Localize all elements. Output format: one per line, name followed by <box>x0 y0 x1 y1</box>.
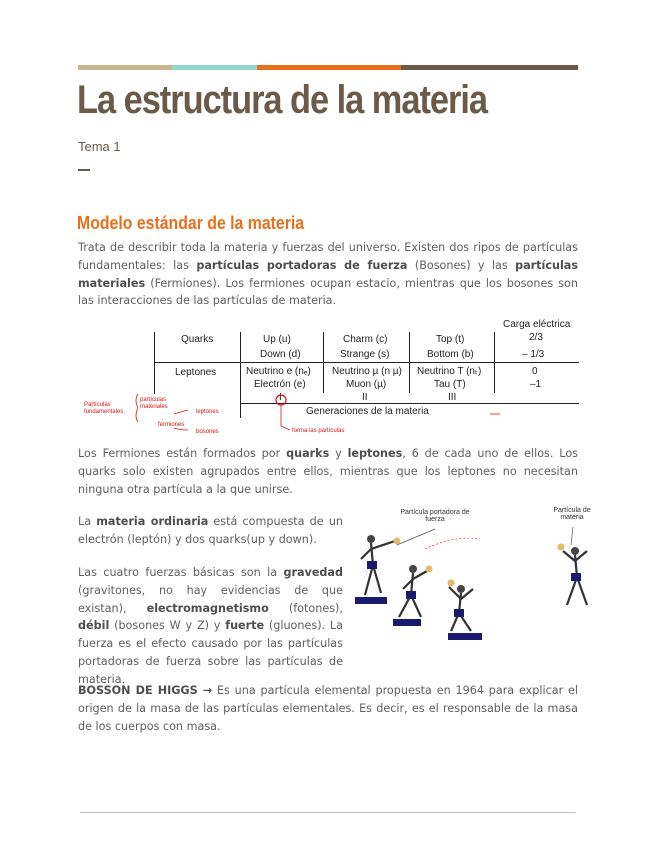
bold-text: gravedad <box>283 566 343 579</box>
bold-text: materia ordinaria <box>96 515 209 528</box>
cell-neutrino-mu: Neutrino µ (n µ) <box>332 366 402 377</box>
text: (fotones), <box>268 601 343 615</box>
note-bottom: forma las partículas <box>292 428 345 434</box>
quarks-label: Quarks <box>181 334 214 345</box>
bold-text: BOSSON DE HIGGS → <box>78 684 213 697</box>
paragraph-forces <box>78 564 343 689</box>
force-illustration <box>355 505 605 645</box>
accent-bar-3 <box>257 65 401 70</box>
text: , 6 de cada uno de ellos. Los quarks solo existen agrupados entre ellos, mientras que los leptones no necesitan ninguna otra partícula a la que unirse. <box>78 447 578 496</box>
generation-3: III <box>448 392 457 403</box>
cell-charm: Charm (c) <box>343 334 388 345</box>
bold-text: fuerte <box>225 619 265 633</box>
label-matter-particle: Partícula de materia <box>553 507 591 521</box>
section-heading: Modelo estándar de la materia <box>77 213 305 233</box>
note-particles <box>84 402 123 416</box>
bold-text: débil <box>78 619 110 633</box>
bold-text: electromagnetismo <box>146 601 269 615</box>
bold-text: leptones <box>347 447 403 460</box>
table-line <box>323 332 324 393</box>
accent-bar-1 <box>78 65 172 70</box>
text: y <box>329 447 348 460</box>
cell-up: Up (u) <box>263 334 291 345</box>
page-subtitle: Tema 1 <box>78 139 121 154</box>
text: está compuesta de un electrón (leptón) y dos quarks(up y down). <box>78 515 343 546</box>
cell-electron: Electrón (e) <box>254 379 306 390</box>
players-drawing <box>355 505 605 645</box>
note-bosons: bosones <box>196 429 219 435</box>
text: (Fermiones). Los fermiones ocupan estacio, mientras que los bosones son las interacciones de las partículas de materia. <box>78 276 578 308</box>
text: Los Fermiones están formados por <box>78 447 287 460</box>
text: Es una partícula elemental propuesta en 1964 para explicar el origen de la masa de las partículas elementales. Es decir, es el responsable de la masa de los cuerpos con masa. <box>78 684 578 733</box>
footer-divider <box>80 812 575 813</box>
text: (gravitones, no hay evidencias de que existan), <box>78 583 343 615</box>
cell-neutrino-tau: Neutrino T (nₜ) <box>417 366 482 377</box>
text: Trata de describir toda la materia y fuerzas del universo. Existen dos ripos de partículas fundamentales: las <box>78 241 578 272</box>
cell-bottom: Bottom (b) <box>427 349 474 360</box>
text: (Bosones) y las <box>407 258 516 272</box>
note-text: Partículas <box>84 402 111 408</box>
note-material <box>140 397 168 411</box>
paragraph-fermions <box>78 445 578 498</box>
table-line <box>154 362 579 363</box>
note-text: fundamentales <box>84 409 124 415</box>
note-text: partículas <box>140 397 167 403</box>
text: (bosones W y Z) y <box>109 619 226 633</box>
cell-muon: Muon (µ) <box>346 379 387 390</box>
charge-header: Carga eléctrica <box>503 319 571 330</box>
charge-down: – 1/3 <box>522 349 545 360</box>
text: (gluones). La fuerza es el efecto causado por las partículas portadoras de fuerza sobre las partículas de materia. <box>78 619 343 686</box>
table-line <box>409 332 410 393</box>
paragraph-ordinary-matter <box>78 513 343 549</box>
charge-up: 2/3 <box>529 332 543 343</box>
charge-neutrino: 0 <box>532 366 538 377</box>
paragraph-intro <box>78 239 578 310</box>
bold-text: partículas materiales <box>78 258 578 290</box>
paragraph-higgs <box>78 682 578 735</box>
accent-bar-2 <box>172 65 257 70</box>
generation-2: II <box>362 392 368 403</box>
cell-neutrino-e: Neutrino e (nₑ) <box>246 366 311 377</box>
table-line <box>154 332 155 394</box>
note-fermions: fermiones <box>158 422 185 428</box>
text: Las cuatro fuerzas básicas son la <box>78 566 284 579</box>
title-dash <box>78 169 90 171</box>
accent-bar-4 <box>401 65 578 70</box>
charge-lepton: –1 <box>530 379 542 390</box>
page-title: La estructura de la materia <box>77 78 487 122</box>
cell-tau: Tau (T) <box>434 379 466 390</box>
table-line <box>494 332 495 393</box>
generation-1: I <box>279 392 282 403</box>
bold-text: partículas portadoras de fuerza <box>196 258 408 272</box>
note-text: materiales <box>140 404 168 410</box>
bold-text: quarks <box>286 447 330 460</box>
leptons-label: Leptones <box>175 367 217 378</box>
note-leptons: leptones <box>196 409 219 415</box>
text: La <box>78 515 97 528</box>
generations-label: Generaciones de la materia <box>306 406 429 417</box>
cell-strange: Strange (s) <box>340 349 390 360</box>
label-force-carrier: Partícula portadora de fuerza <box>400 509 470 523</box>
cell-down: Down (d) <box>260 349 301 360</box>
cell-top: Top (t) <box>436 334 465 345</box>
